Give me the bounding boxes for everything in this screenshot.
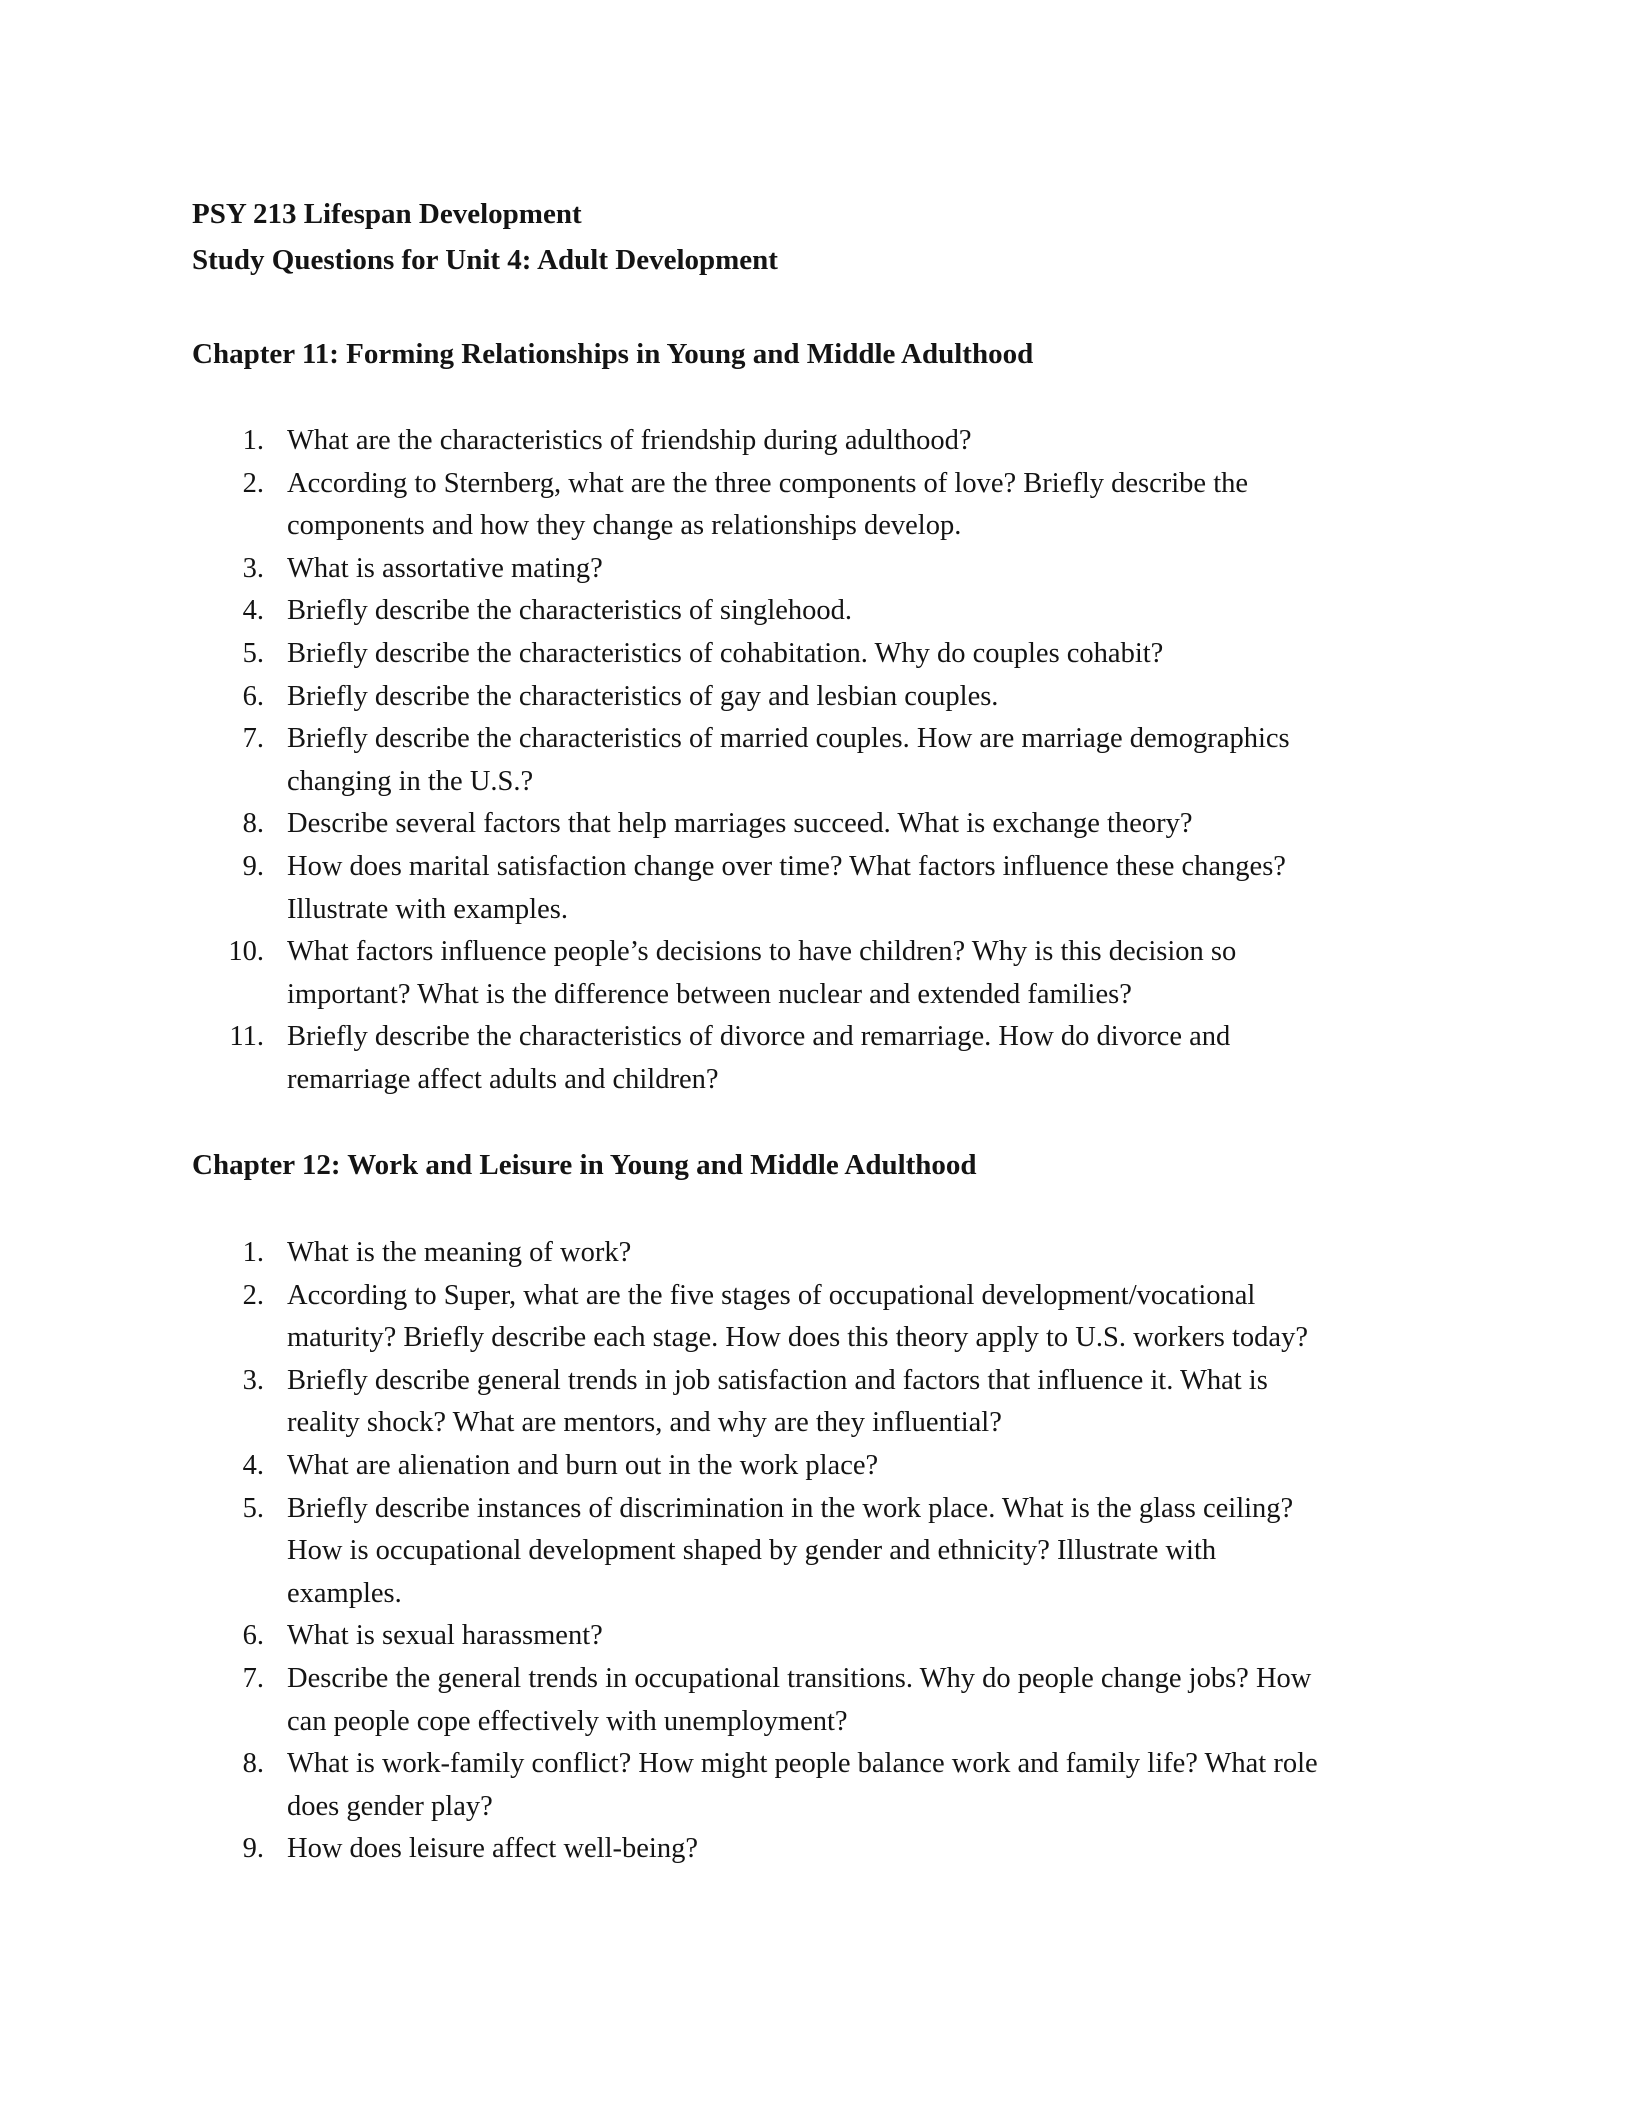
question-item	[192, 931, 1492, 1016]
question-text-line: How does leisure affect well-being?	[287, 1833, 698, 1865]
question-text-line: does gender play?	[287, 1790, 493, 1822]
question-item	[192, 803, 1492, 846]
question-number: 11.	[229, 1021, 264, 1053]
question-text-line: What is assortative mating?	[287, 552, 603, 584]
question-text-line: What is the meaning of work?	[287, 1237, 632, 1268]
chapter-12-question-list	[192, 1232, 1492, 1871]
question-text-line: components and how they change as relationships develop.	[287, 510, 962, 542]
question-number: 9.	[242, 850, 264, 882]
question-text-line: Describe the general trends in occupational transitions. Why do people change jobs? How	[287, 1662, 1312, 1694]
question-item	[192, 1016, 1492, 1101]
question-text-line: Briefly describe the characteristics of cohabitation. Why do couples cohabit?	[287, 637, 1164, 669]
question-item	[192, 846, 1492, 931]
chapter-12-heading: Chapter 12: Work and Leisure in Young and Middle Adulthood	[192, 1149, 977, 1181]
question-number: 8.	[242, 808, 264, 840]
question-text-line: examples.	[287, 1577, 402, 1609]
question-number: 3.	[242, 552, 264, 584]
question-text-line: What is sexual harassment?	[287, 1620, 603, 1652]
question-text-line: How does marital satisfaction change over time? What factors influence these changes?	[287, 850, 1286, 882]
question-item	[192, 420, 1492, 463]
question-text-line: Briefly describe the characteristics of divorce and remarriage. How do divorce and	[287, 1021, 1231, 1053]
question-item	[192, 1743, 1492, 1828]
question-text-line: What are alienation and burn out in the work place?	[287, 1449, 879, 1481]
question-item	[192, 633, 1492, 676]
question-text-line: What factors influence people’s decisions to have children? Why is this decision so	[287, 936, 1237, 968]
question-text-line: maturity? Briefly describe each stage. How does this theory apply to U.S. workers today?	[287, 1322, 1308, 1354]
document-subtitle: Study Questions for Unit 4: Adult Development	[192, 244, 778, 276]
question-text-line: Describe several factors that help marriages succeed. What is exchange theory?	[287, 808, 1193, 840]
question-number: 4.	[242, 1449, 264, 1481]
question-text-line: changing in the U.S.?	[287, 765, 534, 797]
question-number: 6.	[242, 680, 264, 712]
question-number: 1.	[242, 1237, 264, 1268]
question-text-line: According to Sternberg, what are the three components of love? Briefly describe the	[287, 467, 1249, 499]
chapter-11-question-list	[192, 420, 1492, 1102]
question-text-line: According to Super, what are the five stages of occupational development/vocational	[287, 1279, 1256, 1311]
question-number: 7.	[242, 1662, 264, 1694]
question-number: 3.	[242, 1364, 264, 1396]
question-text-line: important? What is the difference between nuclear and extended families?	[287, 978, 1132, 1010]
question-number: 6.	[242, 1620, 264, 1652]
question-item	[192, 1828, 1492, 1871]
question-number: 10.	[228, 936, 264, 968]
question-number: 2.	[242, 467, 264, 499]
question-number: 9.	[242, 1833, 264, 1865]
question-item	[192, 718, 1492, 803]
question-text-line: Briefly describe general trends in job satisfaction and factors that influence it. What is	[287, 1364, 1268, 1396]
chapter-11-heading: Chapter 11: Forming Relationships in Young and Middle Adulthood	[192, 338, 1034, 370]
question-item	[192, 1615, 1492, 1658]
question-number: 5.	[242, 1492, 264, 1524]
question-text-line: What are the characteristics of friendship during adulthood?	[287, 425, 972, 456]
question-item	[192, 548, 1492, 591]
question-number: 5.	[242, 637, 264, 669]
question-item	[192, 590, 1492, 633]
question-text-line: can people cope effectively with unemployment?	[287, 1705, 848, 1737]
question-text-line: How is occupational development shaped by gender and ethnicity? Illustrate with	[287, 1535, 1217, 1567]
question-text-line: Briefly describe instances of discrimination in the work place. What is the glass ceiling?	[287, 1492, 1294, 1524]
question-item	[192, 676, 1492, 719]
question-text-line: Illustrate with examples.	[287, 893, 568, 925]
question-item	[192, 1360, 1492, 1445]
question-item	[192, 1445, 1492, 1488]
question-text-line: reality shock? What are mentors, and why are they influential?	[287, 1407, 1002, 1439]
question-text-line: Briefly describe the characteristics of married couples. How are marriage demographics	[287, 723, 1290, 755]
course-title: PSY 213 Lifespan Development	[192, 198, 582, 230]
question-text-line: What is work-family conflict? How might people balance work and family life? What role	[287, 1748, 1318, 1780]
question-item	[192, 1658, 1492, 1743]
question-number: 2.	[242, 1279, 264, 1311]
question-item	[192, 1488, 1492, 1616]
question-number: 4.	[242, 595, 264, 627]
question-text-line: Briefly describe the characteristics of gay and lesbian couples.	[287, 680, 999, 712]
question-item	[192, 1275, 1492, 1360]
question-text-line: remarriage affect adults and children?	[287, 1063, 719, 1095]
question-number: 7.	[242, 723, 264, 755]
question-number: 1.	[242, 425, 264, 456]
question-item	[192, 1232, 1492, 1275]
question-text-line: Briefly describe the characteristics of singlehood.	[287, 595, 853, 627]
question-item	[192, 463, 1492, 548]
question-number: 8.	[242, 1748, 264, 1780]
